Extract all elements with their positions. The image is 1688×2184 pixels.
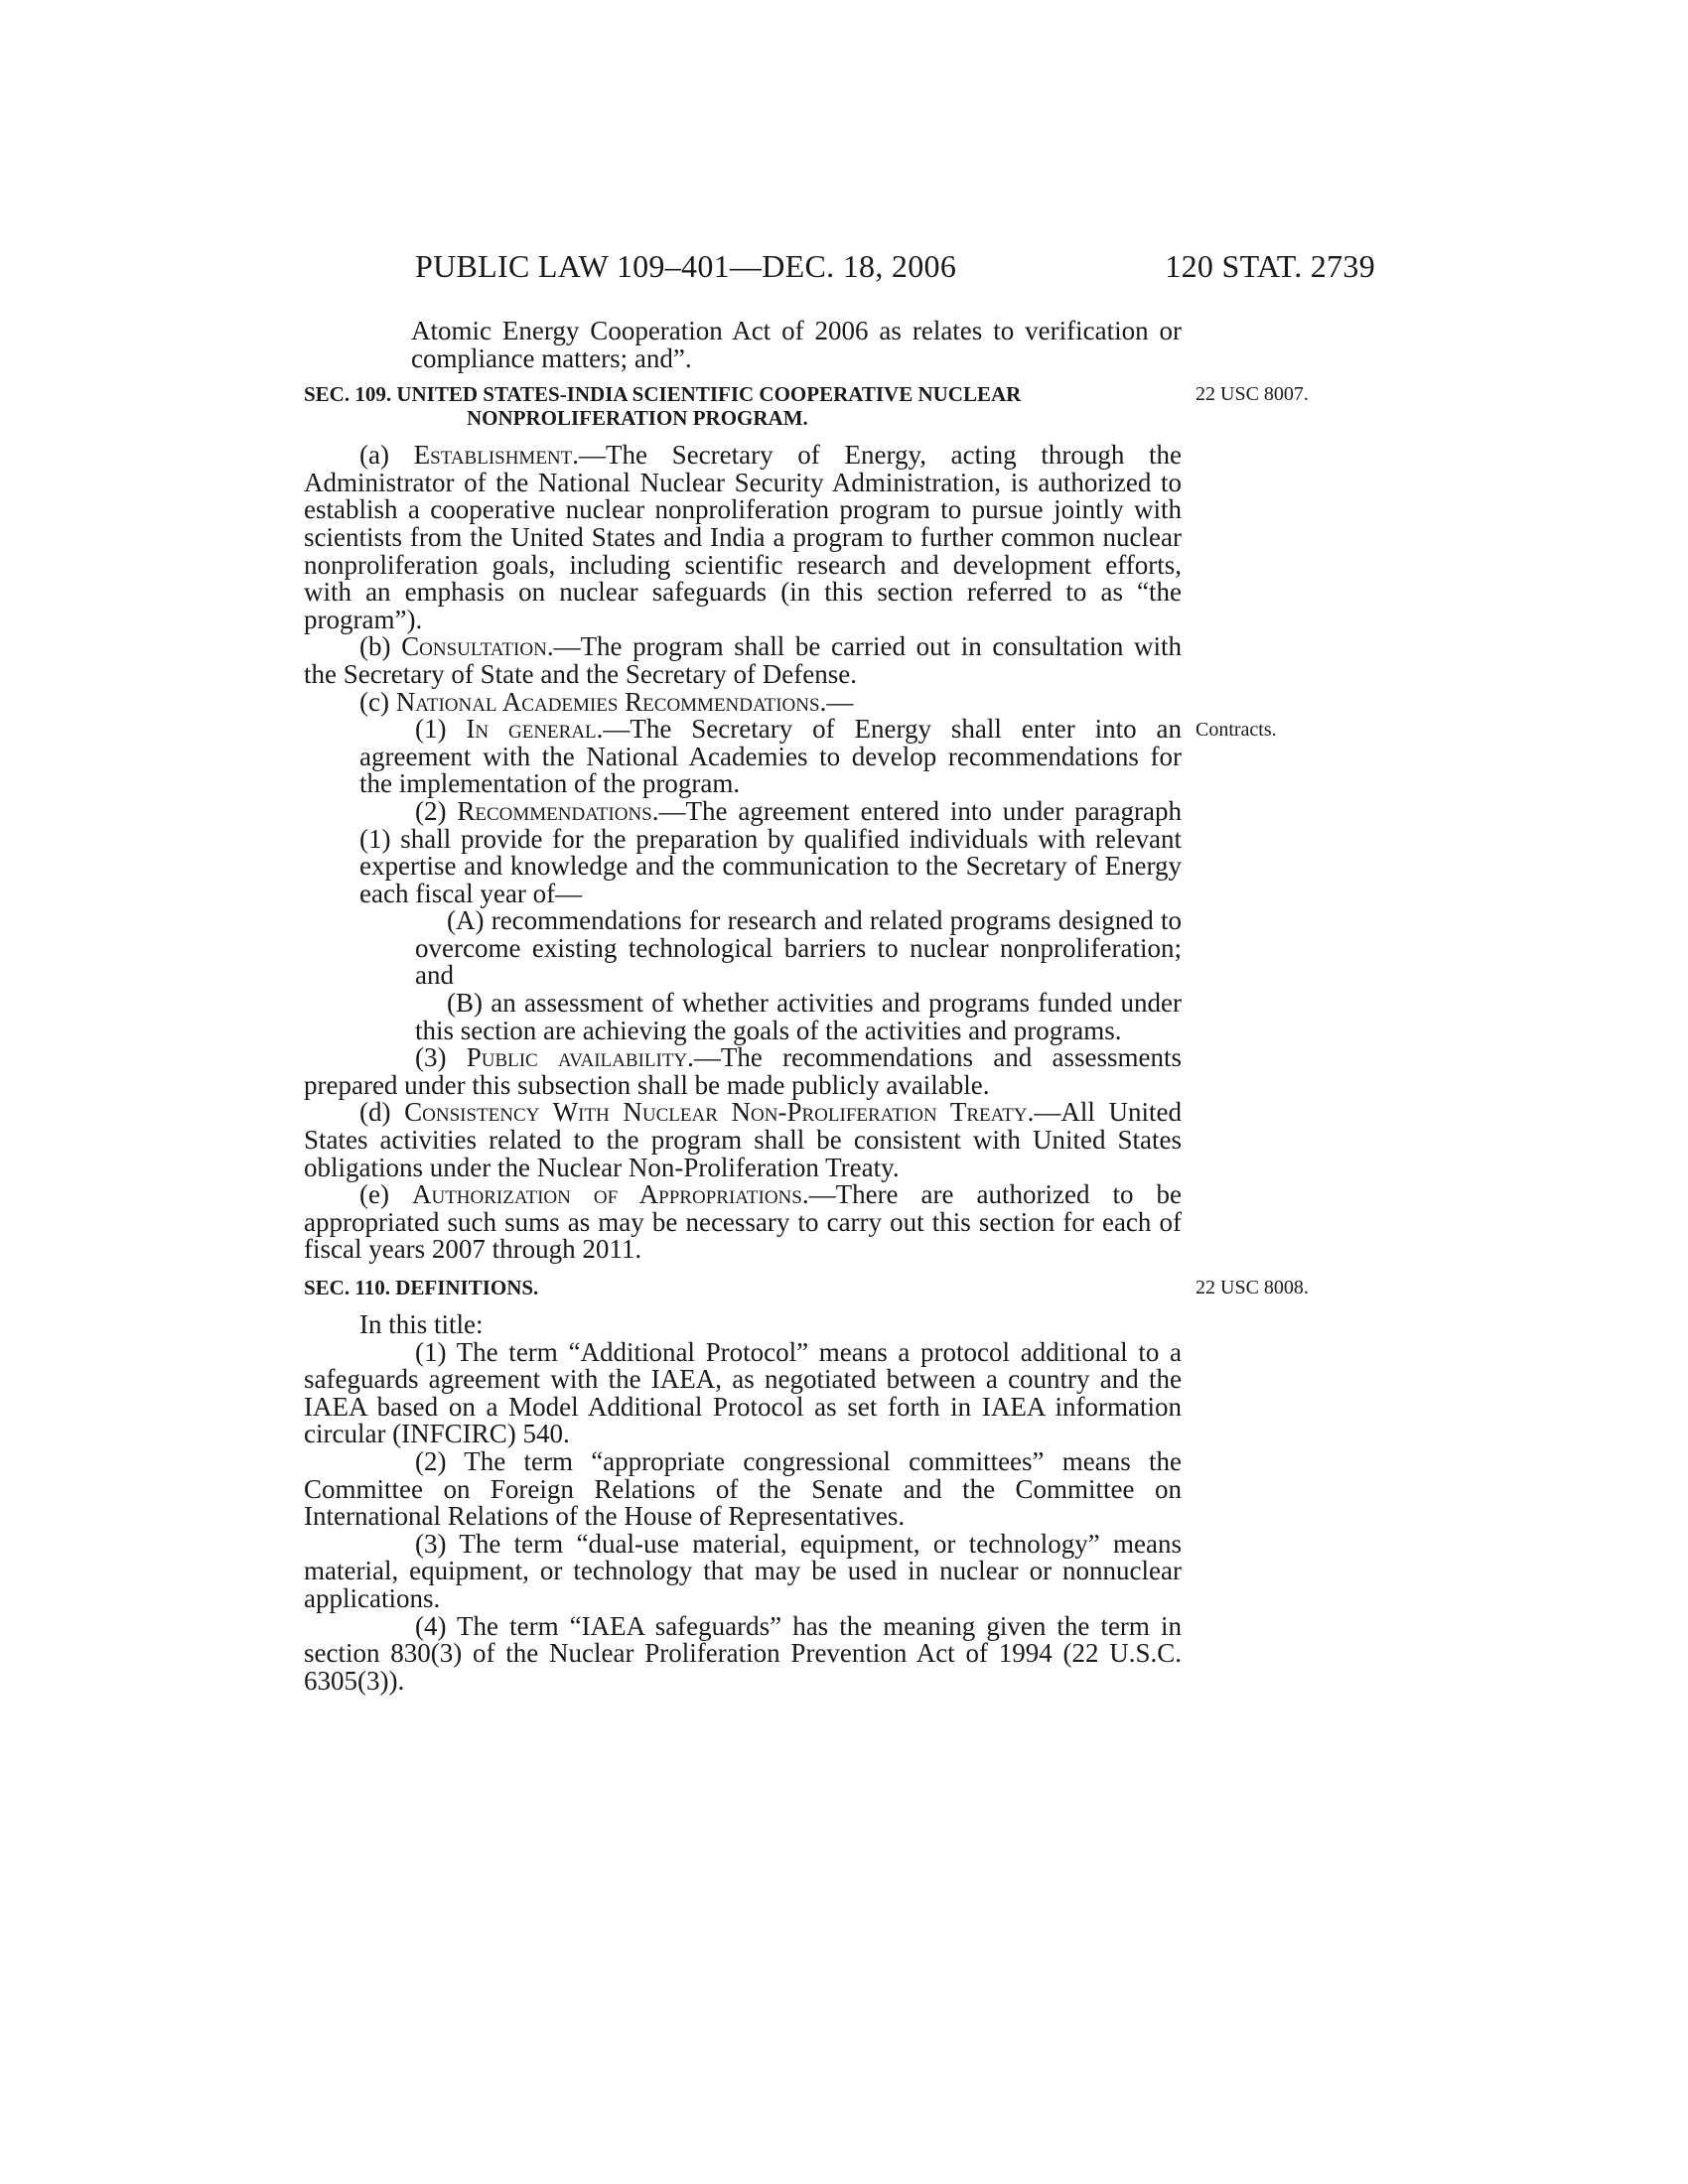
margin-note-22usc8007: 22 USC 8007. bbox=[1196, 383, 1309, 406]
definition-3: (3) The term “dual-use material, equipment, or technology” means material, equipment, or technology that may be used in nuclear or nonnuclear applications. bbox=[304, 1528, 1182, 1613]
section-109-title-line2: NONPROLIFERATION PROGRAM. bbox=[467, 406, 808, 431]
section-110-title: SEC. 110. DEFINITIONS. bbox=[304, 1276, 539, 1299]
subsection-c-heading: National Academies Recommendations bbox=[395, 686, 820, 717]
paragraph-c2-heading: Recommendations bbox=[457, 795, 652, 826]
paragraph-c3-heading: Public availability bbox=[466, 1042, 688, 1073]
margin-note-22usc8008: 22 USC 8008. bbox=[1196, 1277, 1309, 1298]
subsection-e: (e) Authorization of Appropriations.—There are authorized to be appropriated such sums as may be necessary to carry out this section for each of fiscal years 2007 through 2011. bbox=[304, 1179, 1182, 1265]
subparagraph-c2b: (B) an assessment of whether activities and programs funded under this section are achieving the goals of the activities and programs. bbox=[415, 988, 1182, 1045]
definitions-intro: In this title: bbox=[359, 1309, 484, 1339]
subsection-c: (c) National Academies Recommendations.— bbox=[359, 686, 854, 717]
running-header-right: 120 STAT. 2739 bbox=[1165, 248, 1375, 284]
subsection-e-text: .—There are authorized to be appropriated such sums as may be necessary to carry out this section for each of fiscal years 2007 through 2011. bbox=[304, 1179, 1182, 1265]
paragraph-c2-text: .—The agreement entered into under paragraph (1) shall provide for the preparation by qualified individuals with relevant expertise and knowledge and the communication to the Secretary of Energy each fiscal year of— bbox=[359, 795, 1183, 908]
subsection-c-text: .— bbox=[819, 686, 854, 717]
subsection-a-text: .—The Secretary of Energy, acting through the Administrator of the National Nuclear Security Administration, is authorized to establish a cooperative nuclear nonproliferation program to pursue jointly with scientists from the United States and India a program to further common nuclear nonproliferation goals, including scientific research and development efforts, with an emphasis on nuclear safeguards (in this section referred to as “the program”). bbox=[304, 440, 1182, 634]
paragraph-c1-heading: In general bbox=[466, 714, 597, 745]
definition-1: (1) The term “Additional Protocol” means a protocol additional to a safeguards agreement with the IAEA, as negotiated between a country and the IAEA based on a Model Additional Protocol as set forth in IAEA information circular (INFCIRC) 540. bbox=[304, 1336, 1182, 1449]
paragraph-c1: (1) In general.—The Secretary of Energy shall enter into an agreement with the National Academies to develop recommendations for the implementation of the program. Contracts. bbox=[359, 714, 1277, 799]
section-109-heading bbox=[304, 382, 1309, 431]
subsection-a-heading: Establishment bbox=[413, 440, 573, 471]
subsection-b-text: .—The program shall be carried out in consultation with the Secretary of State and the Secretary of Defense. bbox=[304, 631, 1183, 689]
subparagraph-c2a: (A) recommendations for research and related programs designed to overcome existing technological barriers to nuclear nonproliferation; and bbox=[415, 905, 1182, 991]
subsection-d: (d) Consistency With Nuclear Non-Proliferation Treaty.—All United States activities related to the program shall be consistent with United States obligations under the Nuclear Non-Proliferation Treaty. bbox=[304, 1097, 1182, 1182]
running-header-left: PUBLIC LAW 109–401—DEC. 18, 2006 bbox=[415, 248, 957, 284]
subsection-e-heading: Authorization of Appropriations bbox=[411, 1179, 802, 1210]
subsection-d-text: .—All United States activities related to the program shall be consistent with United States obligations under the Nuclear Non-Proliferation Treaty. bbox=[304, 1097, 1182, 1182]
section-110-heading bbox=[304, 1276, 1309, 1299]
document-body bbox=[304, 316, 1309, 1696]
paragraph-c2: (2) Recommendations.—The agreement entered into under paragraph (1) shall provide for the preparation by qualified individuals with relevant expertise and knowledge and the communication to the Secretary of Energy each fiscal year of— bbox=[359, 795, 1183, 908]
subsection-a: (a) Establishment.—The Secretary of Energy, acting through the Administrator of the National Nuclear Security Administration, is authorized to establish a cooperative nuclear nonproliferation program to pursue jointly with scientists from the United States and India a program to further common nuclear nonproliferation goals, including scientific research and development efforts, with an emphasis on nuclear safeguards (in this section referred to as “the program”). bbox=[304, 440, 1182, 634]
subsection-b: (b) Consultation.—The program shall be carried out in consultation with the Secretary of State and the Secretary of Defense. bbox=[304, 631, 1183, 689]
paragraph-c3: (3) Public availability.—The recommendations and assessments prepared under this subsection shall be made publicly available. bbox=[304, 1042, 1182, 1100]
section-109-title-line1: SEC. 109. UNITED STATES-INDIA SCIENTIFIC COOPERATIVE NUCLEAR bbox=[304, 382, 1022, 407]
paragraph-c1-text: .—The Secretary of Energy shall enter into an agreement with the National Academies to develop recommendations for the implementation of the program. bbox=[359, 714, 1183, 799]
paragraph-c3-text: .—The recommendations and assessments prepared under this subsection shall be made publicly available. bbox=[304, 1042, 1182, 1100]
subsection-d-heading: Consistency With Nuclear Non-Proliferation Treaty bbox=[404, 1097, 1028, 1128]
definition-2: (2) The term “appropriate congressional committees” means the Committee on Foreign Relations of the Senate and the Committee on International Relations of the House of Representatives. bbox=[304, 1445, 1182, 1532]
subsection-b-heading: Consultation bbox=[401, 631, 547, 662]
margin-note-contracts: Contracts. bbox=[1196, 719, 1277, 742]
definition-4: (4) The term “IAEA safeguards” has the meaning given the term in section 830(3) of the Nuclear Proliferation Prevention Act of 1994 (22 U.S.C. 6305(3)). bbox=[304, 1610, 1182, 1696]
continued-text: Atomic Energy Cooperation Act of 2006 as relates to verification or compliance matters; and”. bbox=[411, 316, 1182, 373]
